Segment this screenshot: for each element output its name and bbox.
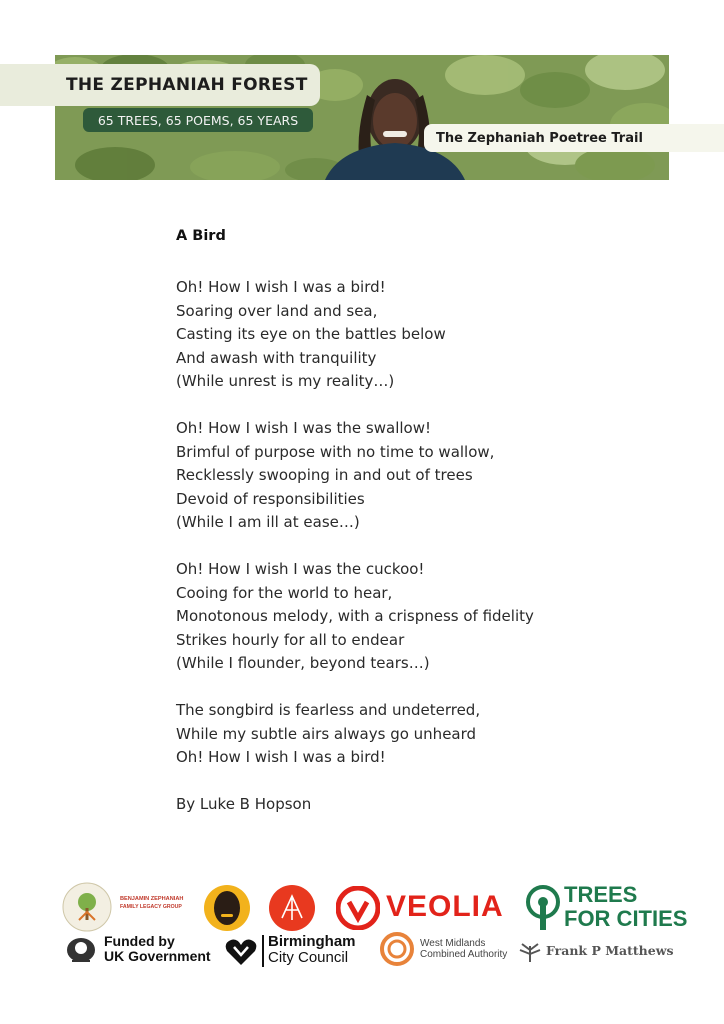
trail-box xyxy=(424,124,724,152)
wmca-icon xyxy=(380,932,414,966)
trees-for-cities-logo xyxy=(524,882,688,936)
poem-line: (While unrest is my reality…) xyxy=(176,372,395,391)
poem-line: While my subtle airs always go unheard xyxy=(176,724,477,743)
poem-line: Strikes hourly for all to endear xyxy=(176,630,405,649)
poem-line: Cooing for the world to hear, xyxy=(176,583,393,602)
stanza xyxy=(176,699,636,770)
poem-line: Oh! How I wish I was a bird! xyxy=(176,278,386,296)
poem-line: Recklessly swooping in and out of trees xyxy=(176,466,473,485)
stanza xyxy=(176,417,636,535)
fpm-text: Frank P Matthews xyxy=(546,943,674,958)
fpm-tree-icon xyxy=(516,938,544,964)
bcc-line2: City Council xyxy=(268,949,349,966)
bcc-logo xyxy=(224,935,364,969)
veolia-logo xyxy=(336,884,516,932)
tree-people-logo xyxy=(62,882,112,932)
title-box xyxy=(0,64,320,106)
legacy-group-logo xyxy=(120,896,200,910)
poem-line: Soaring over land and sea, xyxy=(176,301,378,320)
stanza xyxy=(176,558,636,676)
trees-line1: TREES xyxy=(564,882,638,907)
heart-icon xyxy=(224,937,258,967)
poem-line: Devoid of responsibilities xyxy=(176,489,365,508)
bcc-line1: Birmingham xyxy=(268,933,356,950)
poem-line: Monotonous melody, with a crispness of fidelity xyxy=(176,607,534,626)
poem-line: Oh! How I wish I was a bird! xyxy=(176,748,386,767)
trees-line2: FOR CITIES xyxy=(564,906,688,931)
poem-line: Brimful of purpose with no time to wallow, xyxy=(176,442,495,461)
legacy-line2: FAMILY LEGACY GROUP xyxy=(120,904,182,910)
funded-line1: Funded by xyxy=(104,933,175,949)
uk-gov-logo xyxy=(64,935,214,967)
poem-line: Oh! How I wish I was the cuckoo! xyxy=(176,559,425,578)
poem-author: By Luke B Hopson xyxy=(176,794,312,813)
funded-line2: UK Government xyxy=(104,948,211,964)
wmca-logo xyxy=(380,932,510,968)
zephaniah-face-logo xyxy=(203,884,251,932)
stanza xyxy=(176,276,636,394)
banner-subtitle: 65 TREES, 65 POEMS, 65 YEARS xyxy=(97,112,299,128)
poem xyxy=(176,226,636,816)
legacy-line1: BENJAMIN ZEPHANIAH xyxy=(120,896,184,902)
banner-title: THE ZEPHANIAH FOREST xyxy=(66,75,308,95)
poem-title: A Bird xyxy=(176,228,226,244)
crest-icon xyxy=(64,935,98,965)
poem-line: Oh! How I wish I was the swallow! xyxy=(176,418,431,437)
poem-line: (While I am ill at ease…) xyxy=(176,513,360,532)
banner-trail: The Zephaniah Poetree Trail xyxy=(436,130,643,146)
veolia-icon xyxy=(336,886,380,930)
wmca-line1: West Midlands xyxy=(420,938,486,949)
wmca-line2: Combined Authority xyxy=(420,949,508,960)
poem-line: Casting its eye on the battles below xyxy=(176,325,446,344)
red-circle-logo xyxy=(268,884,316,932)
fpm-logo xyxy=(516,938,674,966)
poem-line: (While I flounder, beyond tears…) xyxy=(176,654,430,673)
veolia-text: VEOLIA xyxy=(386,890,504,923)
tree-icon xyxy=(524,884,562,932)
subtitle-box xyxy=(83,108,313,132)
poem-line: The songbird is fearless and undeterred, xyxy=(176,700,481,719)
poem-line: And awash with tranquility xyxy=(176,348,377,367)
